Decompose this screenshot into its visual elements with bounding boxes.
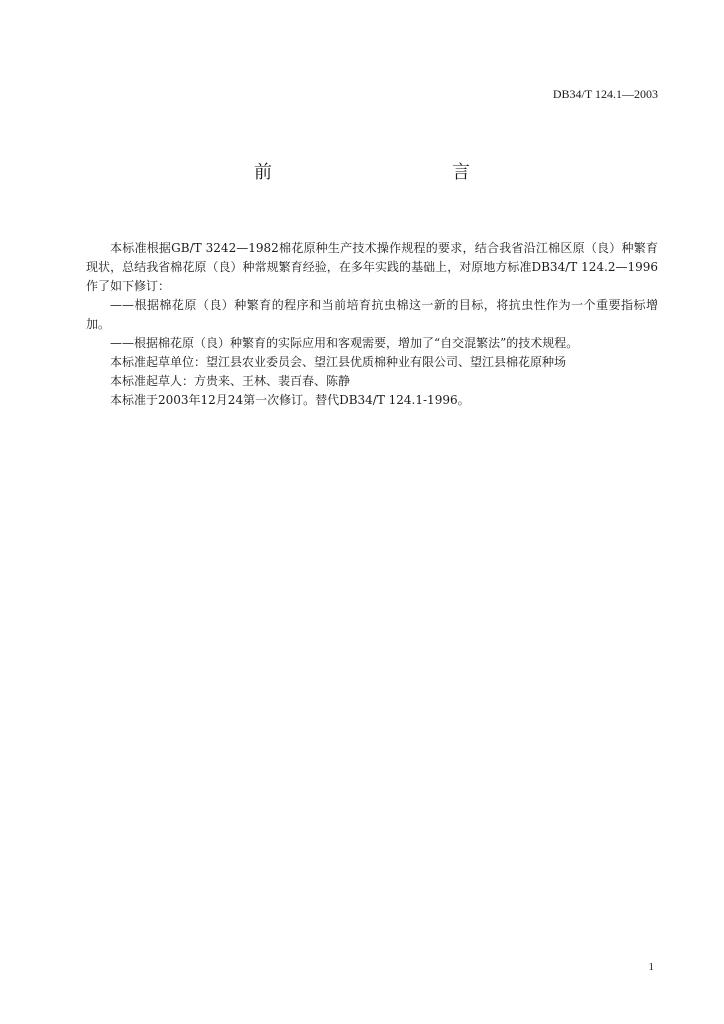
paragraph-drafting-units: 本标准起草单位：望江县农业委员会、望江县优质棉种业有限公司、望江县棉花原种场 — [110, 355, 567, 369]
document-code: DB34/T 124.1—2003 — [552, 87, 658, 101]
paragraph-revision-date: 本标准于2003年12月24第一次修订。替代DB34/T 124.1-1996。 — [110, 393, 470, 407]
paragraph-drafters: 本标准起草人：方贵来、王林、裴百春、陈静 — [110, 374, 351, 388]
paragraph-revision-insect-resistance: ——根据棉花原（良）种繁育的程序和当前培育抗虫棉这一新的目标，将抗虫性作为一个重要指标增加。 — [86, 298, 658, 331]
paragraph-revision-self-cross: ——根据棉花原（良）种繁育的实际应用和客观需要，增加了“自交混繁法”的技术规程。 — [110, 336, 579, 350]
foreword-body — [86, 239, 658, 410]
page-number: 1 — [648, 961, 654, 973]
paragraph-basis: 本标准根据GB/T 3242—1982棉花原种生产技术操作规程的要求，结合我省沿江棉区原（良）种繁育现状，总结我省棉花原（良）种常规繁育经验，在多年实践的基础上，对原地方标准DB34/T 124.2—1996作了如下修订： — [86, 241, 658, 293]
page-title: 前 言 — [254, 162, 518, 183]
